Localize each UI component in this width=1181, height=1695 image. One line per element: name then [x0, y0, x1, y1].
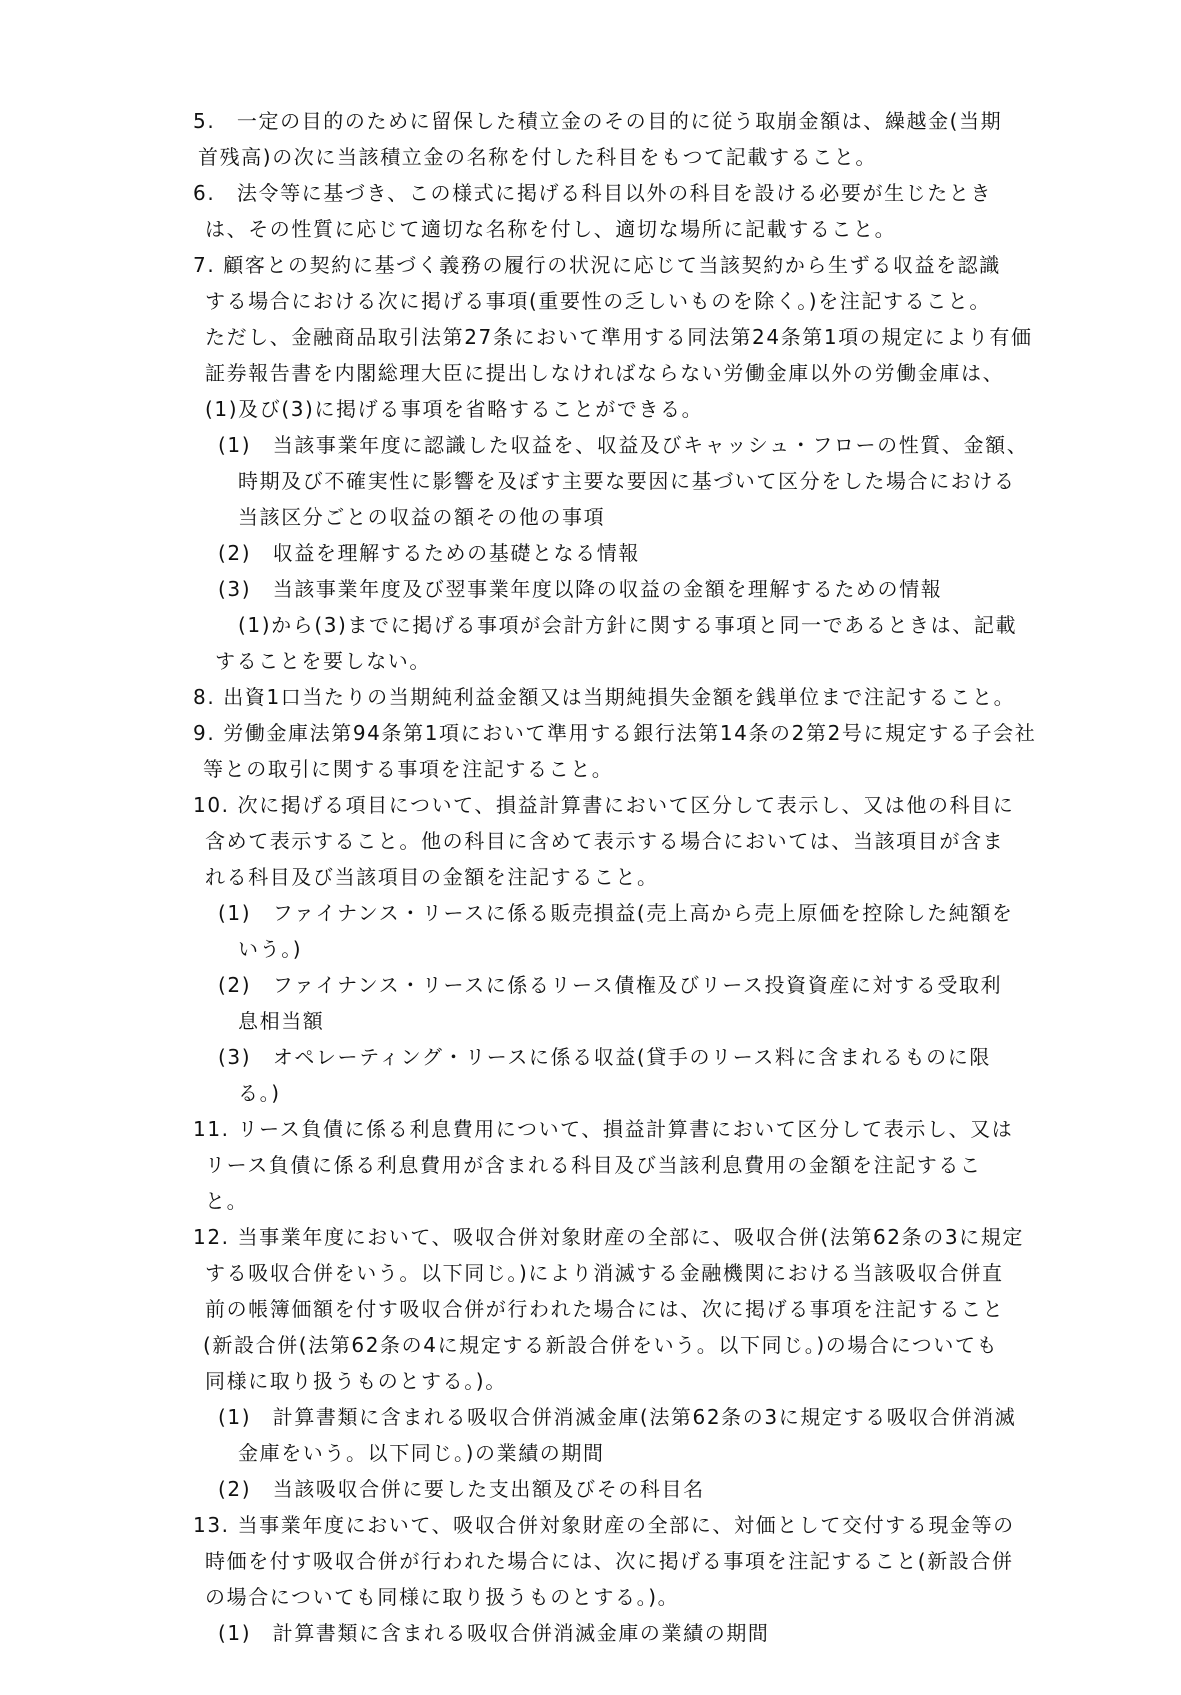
text-line: (3) 当該事業年度及び翌事業年度以降の収益の金額を理解するための情報 [218, 577, 943, 601]
text-line: 8. 出資1口当たりの当期純利益金額又は当期純損失金額を銭単位まで注記すること。 [193, 685, 1016, 709]
text-line: 11. リース負債に係る利息費用について、損益計算書において区分して表示し、又は [193, 1117, 1014, 1141]
text-line: (1) 計算書類に含まれる吸収合併消滅金庫(法第62条の3に規定する吸収合併消滅 [218, 1405, 1017, 1429]
text-line: 5. 一定の目的のために留保した積立金のその目的に従う取崩金額は、繰越金(当期 [193, 109, 1003, 133]
text-line: 6. 法令等に基づき、この様式に掲げる科目以外の科目を設ける必要が生じたとき [193, 181, 993, 205]
text-line: 同様に取り扱うものとする。)。 [205, 1369, 507, 1393]
text-line: (2) 当該吸収合併に要した支出額及びその科目名 [218, 1477, 705, 1501]
text-line: 7. 顧客との契約に基づく義務の履行の状況に応じて当該契約から生ずる収益を認識 [193, 253, 1001, 277]
text-line: 時期及び不確実性に影響を及ぼす主要な要因に基づいて区分をした場合における [238, 469, 1016, 493]
text-line: る。) [238, 1081, 281, 1105]
text-line: (1)及び(3)に掲げる事項を省略することができる。 [205, 397, 704, 421]
text-line: する場合における次に掲げる事項(重要性の乏しいものを除く。)を注記すること。 [205, 289, 992, 313]
text-line: 12. 当事業年度において、吸収合併対象財産の全部に、吸収合併(法第62条の3に規定 [193, 1225, 1024, 1249]
text-line: は、その性質に応じて適切な名称を付し、適切な場所に記載すること。 [205, 217, 897, 241]
text-line: 前の帳簿価額を付す吸収合併が行われた場合には、次に掲げる事項を注記すること [205, 1297, 1005, 1321]
text-line: と。 [205, 1189, 249, 1213]
text-line: (1)から(3)までに掲げる事項が会計方針に関する事項と同一であるときは、記載 [238, 613, 1018, 637]
text-line: する吸収合併をいう。以下同じ。)により消滅する金融機関における当該吸収合併直 [205, 1261, 1004, 1285]
text-line: (2) 収益を理解するための基礎となる情報 [218, 541, 640, 565]
text-line: リース負債に係る利息費用が含まれる科目及び当該利息費用の金額を注記するこ [205, 1153, 982, 1177]
text-line: (2) ファイナンス・リースに係るリース債権及びリース投資資産に対する受取利 [218, 973, 1003, 997]
text-line: 証券報告書を内閣総理大臣に提出しなければならない労働金庫以外の労働金庫は、 [205, 361, 1005, 385]
text-line: 当該区分ごとの収益の額その他の事項 [238, 505, 606, 529]
text-line: 息相当額 [238, 1009, 325, 1033]
text-line: (1) 計算書類に含まれる吸収合併消滅金庫の業績の期間 [218, 1621, 770, 1645]
text-line: 金庫をいう。以下同じ。)の業績の期間 [238, 1441, 605, 1465]
text-line: (3) オペレーティング・リースに係る収益(貸手のリース料に含まれるものに限 [218, 1045, 991, 1069]
text-line: 首残高)の次に当該積立金の名称を付した科目をもつて記載すること。 [198, 145, 878, 169]
text-line: (1) 当該事業年度に認識した収益を、収益及びキャッシュ・フローの性質、金額、 [218, 433, 1029, 457]
text-line: 含めて表示すること。他の科目に含めて表示する場合においては、当該項目が含ま [205, 829, 1005, 853]
text-line: の場合についても同様に取り扱うものとする。)。 [205, 1585, 680, 1609]
text-line: 9. 労働金庫法第94条第1項において準用する銀行法第14条の2第2号に規定する子会社 [193, 721, 1037, 745]
text-line: 10. 次に掲げる項目について、損益計算書において区分して表示し、又は他の科目に [193, 793, 1015, 817]
text-line: することを要しない。 [215, 649, 431, 673]
text-line: (1) ファイナンス・リースに係る販売損益(売上高から売上原価を控除した純額を [218, 901, 1014, 925]
text-line: いう。) [238, 937, 303, 961]
text-line: 13. 当事業年度において、吸収合併対象財産の全部に、対価として交付する現金等の [193, 1513, 1015, 1537]
text-line: れる科目及び当該項目の金額を注記すること。 [205, 865, 659, 889]
text-line: 等との取引に関する事項を注記すること。 [203, 757, 614, 781]
text-line: (新設合併(法第62条の4に規定する新設合併をいう。以下同じ。)の場合についても [203, 1333, 999, 1357]
text-line: ただし、金融商品取引法第27条において準用する同法第24条第1項の規定により有価 [205, 325, 1033, 349]
text-line: 時価を付す吸収合併が行われた場合には、次に掲げる事項を注記すること(新設合併 [205, 1549, 1014, 1573]
